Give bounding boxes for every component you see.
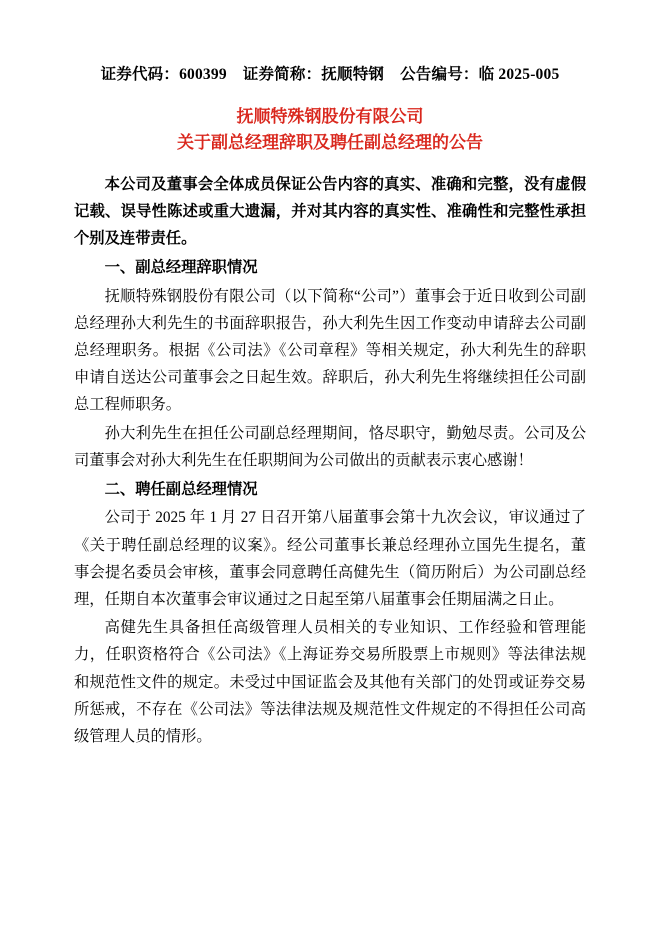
security-code-label: 证券代码： [100,66,180,83]
document-title [74,104,586,157]
security-abbr-value: 抚顺特钢 [321,66,385,83]
section-heading-1: 一、副总经理辞职情况 [104,259,258,277]
notice-number-label: 公告编号： [400,66,479,83]
section-heading-2: 二、聘任副总经理情况 [104,481,258,499]
notice-number-value: 临 2025-005 [478,66,560,83]
section-2-paragraph-2: 高健先生具备担任高级管理人员相关的专业知识、工作经验和管理能力，任职资格符合《公司法》《上海证券交易所股票上市规则》等法律法规和规范性文件的规定。未受过中国证监会及其他有关部门的处罚或证券交易所惩戒，不存在《公司法》等法律法规及规范性文件规定的不得担任公司高级管理人员的情形。 [74,619,586,746]
section-1-paragraph-2: 孙大利先生在担任公司副总经理期间，恪尽职守，勤勉尽责。公司及公司董事会对孙大利先生在任职期间为公司做出的贡献表示衷心感谢！ [74,424,586,469]
security-code-value: 600399 [179,66,227,83]
title-company-name: 抚顺特殊钢股份有限公司 [236,107,424,126]
responsibility-statement: 本公司及董事会全体成员保证公告内容的真实、准确和完整，没有虚假记载、误导性陈述或重大遗漏，并对其内容的真实性、准确性和完整性承担个别及连带责任。 [74,175,586,248]
section-2-paragraph-1: 公司于 2025 年 1 月 27 日召开第八届董事会第十九次会议，审议通过了《关于聘任副总经理的议案》。经公司董事长兼总经理孙立国先生提名，董事会提名委员会审核，董事会同意聘任高健先生（简历附后）为公司副总经理，任期自本次董事会审议通过之日起至第八届董事会任期届满之日止。 [74,509,586,608]
document-header [74,62,586,84]
title-subject: 关于副总经理辞职及聘任副总经理的公告 [177,133,483,153]
section-1-paragraph-1: 抚顺特殊钢股份有限公司（以下简称“公司”）董事会于近日收到公司副总经理孙大利先生的书面辞职报告，孙大利先生因工作变动申请辞去公司副总经理职务。根据《公司法》《公司章程》等相关规定，孙大利先生的辞职申请自送达公司董事会之日起生效。辞职后，孙大利先生将继续担任公司副总工程师职务。 [74,287,586,414]
security-abbr-label: 证券简称： [242,66,322,83]
